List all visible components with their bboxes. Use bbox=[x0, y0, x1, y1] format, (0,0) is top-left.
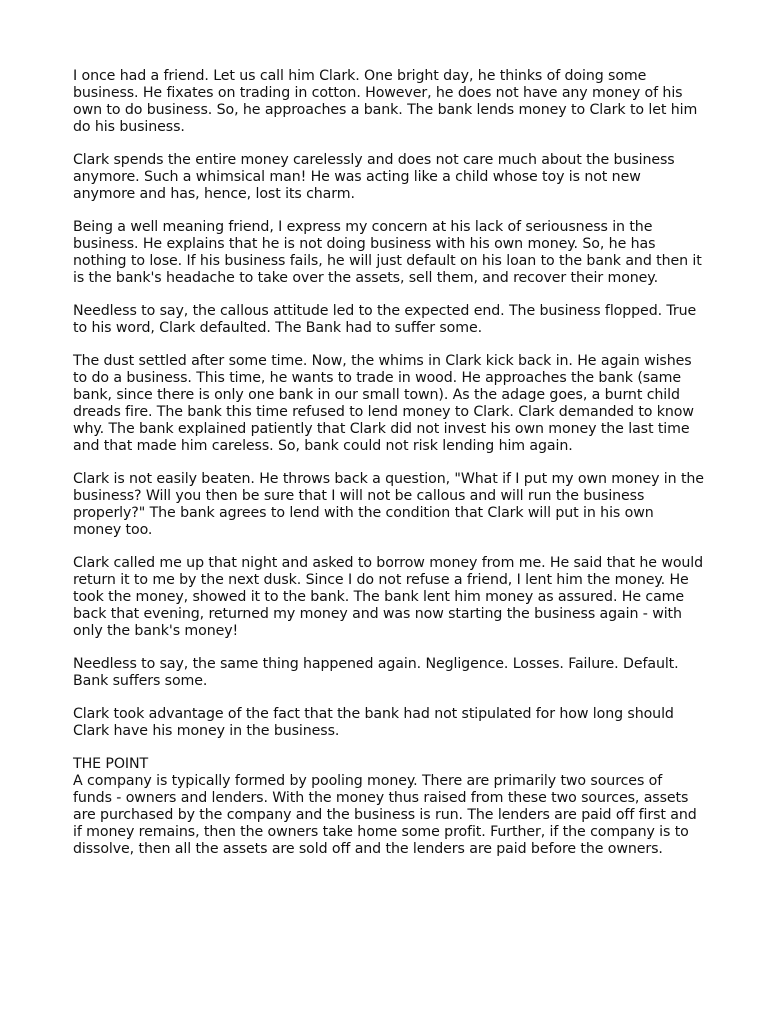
paragraph-6: Clark is not easily beaten. He throws back a question, "What if I put my own money in the business? Will you then be sure that I will not be callous and will run the business properly?" The bank agrees to lend with the condition that Clark will put in his own money too. bbox=[73, 471, 704, 538]
paragraph-9: Clark took advantage of the fact that the bank had not stipulated for how long should Clark have his money in the business. bbox=[73, 706, 674, 739]
section-heading: THE POINT bbox=[73, 756, 149, 772]
paragraph-4: Needless to say, the callous attitude led to the expected end. The business flopped. True to his word, Clark defaulted. The Bank had to suffer some. bbox=[73, 303, 697, 336]
point-paragraph: A company is typically formed by pooling money. There are primarily two sources of funds - owners and lenders. With the money thus raised from these two sources, assets are purchased by the company and the business is run. The lenders are paid off first and if money remains, then the owners take home some profit. Further, if the company is to dissolve, then all the assets are sold off and the lenders are paid before the owners. bbox=[73, 773, 697, 857]
paragraph-3: Being a well meaning friend, I express my concern at his lack of seriousness in the business. He explains that he is not doing business with his own money. So, he has nothing to lose. If his business fails, he will just default on his loan to the bank and then it is the bank's headache to take over the assets, sell them, and recover their money. bbox=[73, 219, 702, 286]
paragraph-7: Clark called me up that night and asked to borrow money from me. He said that he would return it to me by the next dusk. Since I do not refuse a friend, I lent him the money. He took the money, showed it to the bank. The bank lent him money as assured. He came back that evening, returned my money and was now starting the business again - with only the bank's money! bbox=[73, 555, 704, 639]
paragraph-5: The dust settled after some time. Now, the whims in Clark kick back in. He again wishes to do a business. This time, he wants to trade in wood. He approaches the bank (same bank, since there is only one bank in our small town). As the adage goes, a burnt child dreads fire. The bank this time refused to lend money to Clark. Clark demanded to know why. The bank explained patiently that Clark did not invest his own money the last time and that made him careless. So, bank could not risk lending him again. bbox=[73, 353, 694, 454]
paragraph-2: Clark spends the entire money carelessly and does not care much about the business anymore. Such a whimsical man! He was acting like a child whose toy is not new anymore and has, hence, lost its charm. bbox=[73, 152, 675, 202]
paragraph-8: Needless to say, the same thing happened again. Negligence. Losses. Failure. Default. Bank suffers some. bbox=[73, 656, 679, 689]
document-body bbox=[73, 68, 705, 874]
paragraph-1: I once had a friend. Let us call him Clark. One bright day, he thinks of doing some business. He fixates on trading in cotton. However, he does not have any money of his own to do business. So, he approaches a bank. The bank lends money to Clark to let him do his business. bbox=[73, 68, 698, 135]
